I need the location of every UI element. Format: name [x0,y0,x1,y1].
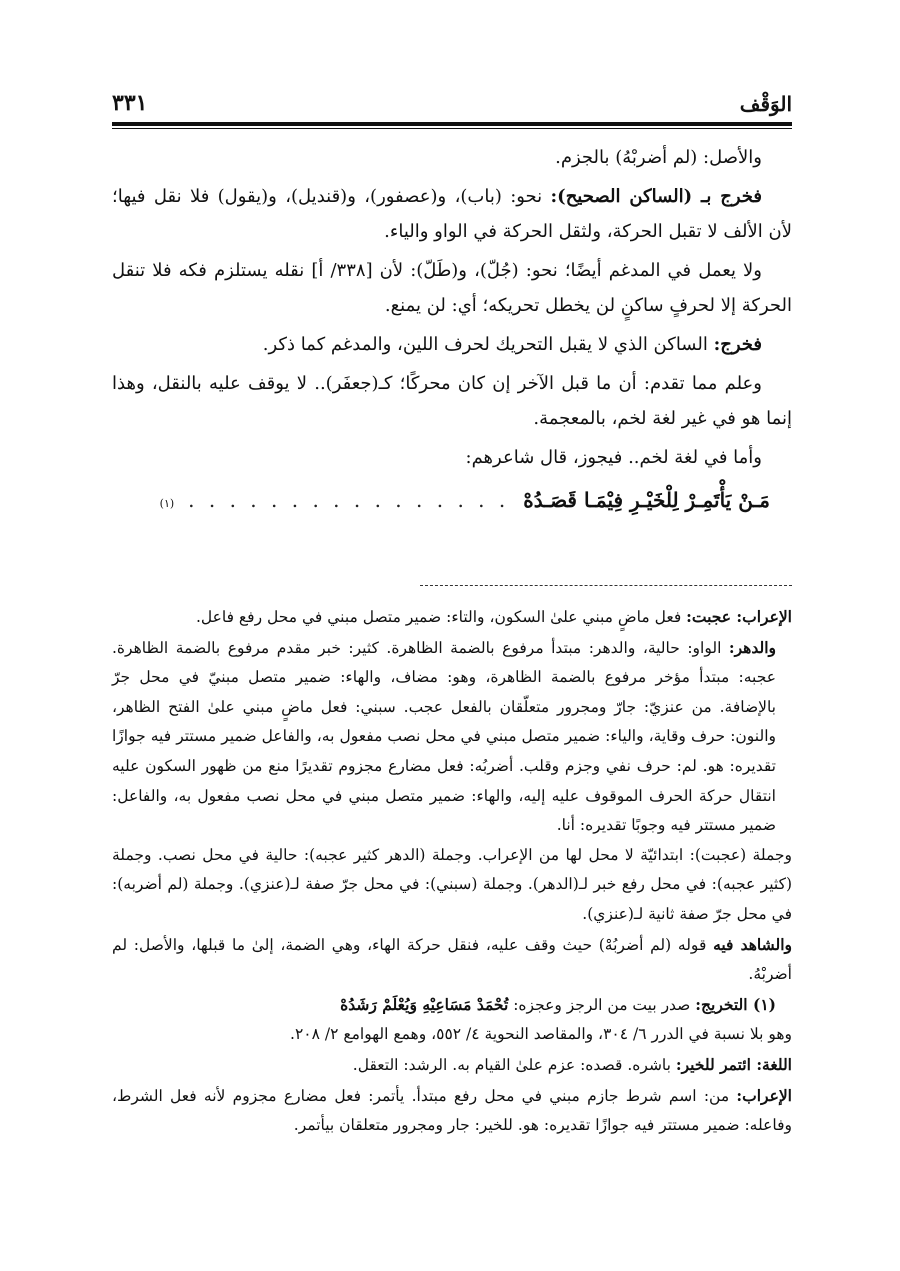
main-text [112,140,792,521]
footnote-body: الواو: حالية، والدهر: مبتدأ مرفوع بالضمة الظاهرة. كثير: خبر مقدم مرفوع بالضمة الظاهرة. عجبه: مبتدأ مؤخر مرفوع بالضمة الظاهرة، وهو: مضاف، والهاء: ضمير متصل مبنيّ في محل جرّ بالإضافة. من عنزيّ: جارّ ومجرور متعلّقان بالفعل عجب. سبني: فعل ماضٍ مبني علىٰ الفتح الظاهر، والنون: حرف وقاية، والياء: ضمير متصل مبني في محل نصب مفعول به، والفاعل ضمير مستتر فيه جوازًا تقديره: هو. لم: حرف نفي وجزم وقلب. أضربُه: فعل مضارع مجزوم تقديرًا منع من ظهور السكون عليه انتقال حركة الحرف الموقوف عليه إليه، والهاء: ضمير متصل مبني في محل نصب مفعول به، والفاعل: ضمير مستتر فيه وجوبًا تقديره: أنا. [112,638,776,835]
poem-verse [112,483,792,521]
footnote-body: من: اسم شرط جازم مبني في محل رفع مبتدأ. يأتمر: فعل مضارع مجزوم لأنه فعل الشرط، وفاعله: ضمير مستتر فيه جوازًا تقديره: هو. للخير: جار ومجرور متعلقان بيأتمر. [112,1086,792,1135]
footnote-line: وجملة (عجبت): ابتدائيّة لا محل لها من الإعراب. وجملة (الدهر كثير عجبه): حالية في محل نصب. وجملة (كثير عجبه): في محل رفع خبر لـ(الدهر). وجملة (سبني): في محل جرّ صفة لـ(عنزي). وجملة (لم أضربه): في محل جرّ صفة ثانية لـ(عنزي). [112,845,792,923]
footnotes [112,602,792,1141]
paragraph-body: الساكن الذي لا يقبل التحريك لحرف اللين، والمدغم كما ذكر. [262,334,714,355]
footnote-line [112,602,792,633]
paragraph-lead: فخرج: [713,334,762,355]
footnote-marker: (١) [159,497,175,510]
running-header [112,86,792,116]
header-rule-thin [112,128,792,129]
paragraph: وعلم مما تقدم: أن ما قبل الآخر إن كان محركًا؛ كـ(جعفَر).. لا يوقف عليه بالنقل، وهذا إنما هو في غير لغة لخم، بالمعجمة. [112,373,792,429]
paragraph [112,327,792,362]
paragraph: ولا يعمل في المدغم أيضًا؛ نحو: (جُلّ)، و(طَلّ): لأن [٣٣٨/ أ] نقله يستلزم فكه فلا تنقل الحركة إلا لحرفٍ ساكنٍ لن يخطل تحريكه؛ أي: لن يمنع. [112,260,792,316]
footnote-line: وهو بلا نسبة في الدرر ٦/ ٣٠٤، والمقاصد النحوية ٤/ ٥٥٢، وهمع الهوامع ٢/ ٢٠٨. [290,1025,792,1044]
paragraph-body: نحو: (باب)، و(عصفور)، و(قنديل)، و(يقول) فلا نقل فيها؛ لأن الألف لا تقبل الحركة، ولثقل الحركة في الواو والياء. [112,186,792,242]
page-number: ٣٣١ [112,90,148,116]
paragraph: وأما في لغة لخم.. فيجوز، قال شاعرهم: [465,447,762,468]
footnote-body: صدر بيت من الرجز وعجزه: [508,995,696,1014]
footnote-line [112,1050,792,1081]
footnote-lead: والدهر: [728,637,776,657]
footnote-line [112,930,792,990]
footnote-body: فعل ماضٍ مبني علىٰ السكون، والتاء: ضمير متصل مبني في محل رفع فاعل. [195,608,687,626]
paragraph [112,179,792,249]
paragraph: والأصل: (لم أضربْهُ) بالجزم. [555,147,762,168]
footnote-line [112,990,792,1021]
footnote-line [112,633,792,841]
chapter-title: الوَقْف [739,92,792,116]
footnote-line [112,1081,792,1141]
footnote-divider [420,585,792,586]
header-rule-thick [112,122,792,126]
paragraph-lead: فخرج بـ (الساكن الصحيح): [550,186,762,207]
footnote-lead: (١) التخريج: [695,994,776,1014]
footnote-body: قوله (لم أضربُهْ) حيث وقف عليه، فنقل حركة الهاء، وهي الضمة، إلىٰ ما قبلها، والأصل: لم أضربْهُ. [112,935,792,984]
footnote-lead: اللغة: ائتمر للخير: [675,1054,792,1074]
footnote-lead: الإعراب: عجبت: [686,607,792,626]
verse-ellipsis: . . . . . . . . . . . . . . . . [188,488,510,512]
footnote-lead: والشاهد فيه [713,934,793,954]
footnote-body: باشره. قصده: عزم علىٰ القيام به. الرشد: التعقل. [352,1055,676,1074]
verse-second-hemistich: تُحْمَدْ مَسَاعِيْهِ وَيُعْلَمْ رَشَدُهْ [340,994,509,1014]
verse-hemistich: مَـنْ يَأْتَمِـرْ لِلْخَيْـرِ فِيْمَـا قَصَـدُهْ [523,488,770,512]
footnote-lead: الإعراب: [736,1085,792,1105]
